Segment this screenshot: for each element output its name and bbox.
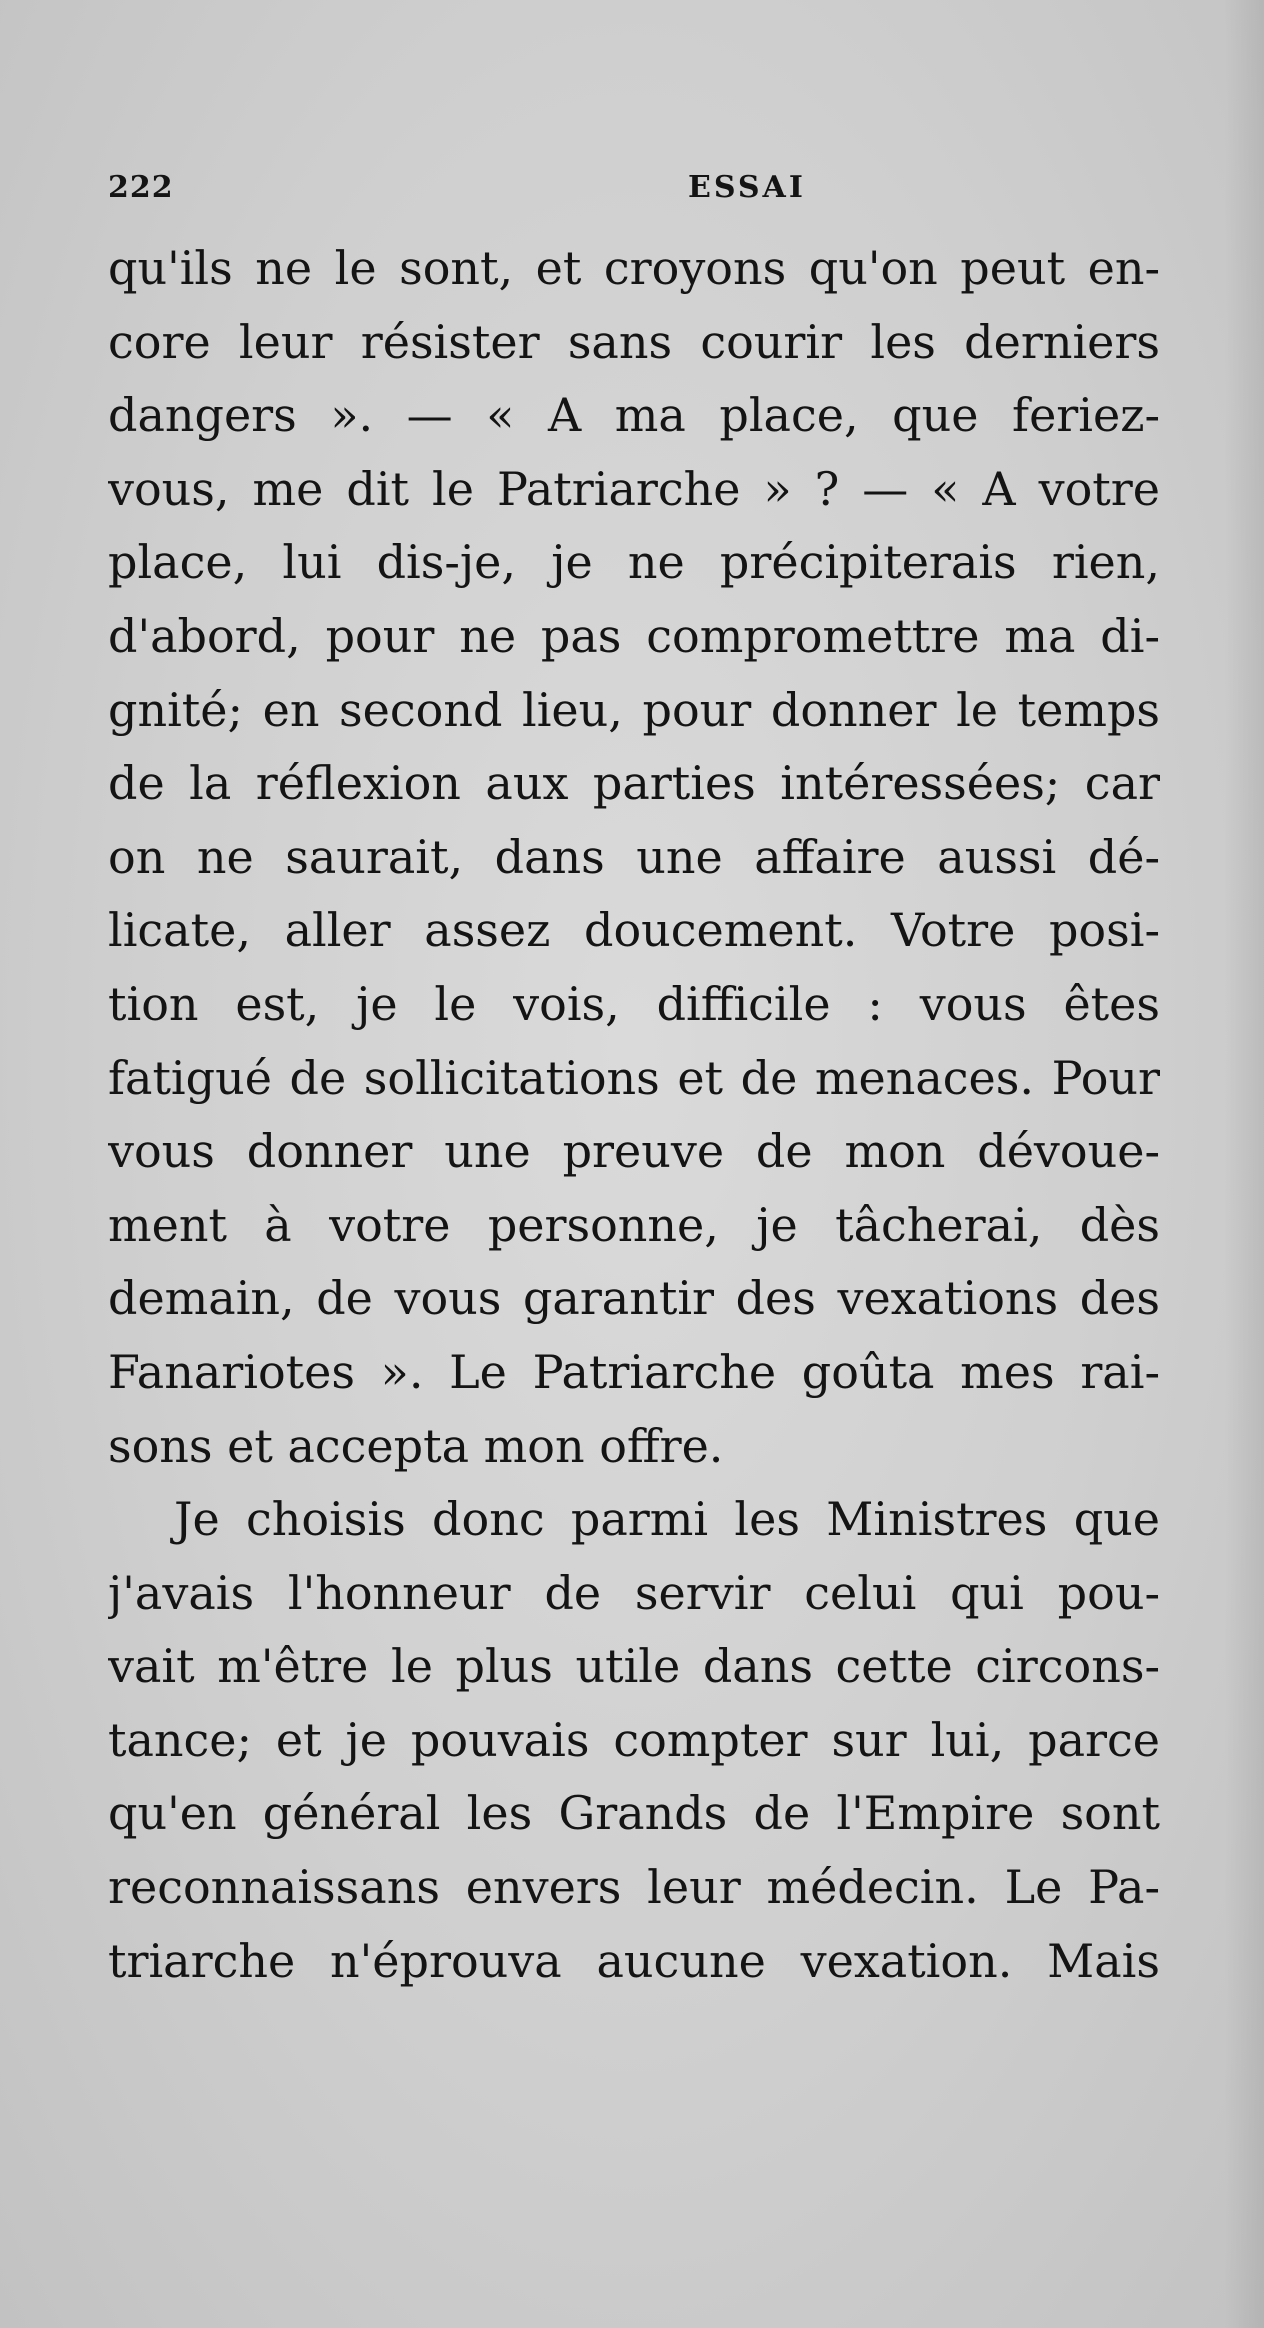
text-line: fatigué de sollicitations et de menaces. Pour — [108, 1050, 1160, 1105]
text-line: d'abord, pour ne pas compromettre ma di- — [108, 608, 1160, 663]
text-line: gnité; en second lieu, pour donner le temps — [108, 682, 1160, 737]
running-head: ESSAI — [688, 170, 806, 205]
text-line: core leur résister sans courir les derniers — [108, 314, 1160, 369]
text-line: qu'ils ne le sont, et croyons qu'on peut en- — [108, 241, 1160, 295]
paragraph-1 — [108, 232, 1160, 1483]
text-line: vous donner une preuve de mon dévoue- — [108, 1124, 1160, 1179]
page-number: 222 — [108, 170, 174, 205]
text-line: tion est, je le vois, difficile : vous êtes — [108, 976, 1160, 1031]
text-line: Je choisis donc parmi les Ministres que — [174, 1492, 1160, 1547]
text-line: sons et accepta mon offre. — [108, 1418, 724, 1473]
text-line: j'avais l'honneur de servir celui qui pou- — [108, 1565, 1160, 1620]
body-text — [108, 232, 1160, 1998]
page-header — [108, 170, 1160, 210]
paragraph-2 — [108, 1483, 1160, 1998]
text-line: vous, me dit le Patriarche » ? — « A votre — [108, 461, 1160, 516]
text-line: de la réflexion aux parties intéressées; car — [108, 756, 1160, 811]
text-line: licate, aller assez doucement. Votre posi- — [108, 903, 1160, 958]
text-line: triarche n'éprouva aucune vexation. Mais — [108, 1933, 1160, 1988]
page-edge-shadow — [1224, 0, 1264, 2328]
text-line: Fanariotes ». Le Patriarche goûta mes rai- — [108, 1344, 1160, 1399]
text-line: dangers ». — « A ma place, que feriez- — [108, 388, 1160, 443]
text-line: ment à votre personne, je tâcherai, dès — [108, 1197, 1160, 1252]
text-line: tance; et je pouvais compter sur lui, parce — [108, 1712, 1160, 1767]
text-line: reconnaissans envers leur médecin. Le Pa- — [108, 1860, 1160, 1915]
text-line: qu'en général les Grands de l'Empire sont — [108, 1786, 1160, 1841]
text-line: on ne saurait, dans une affaire aussi dé- — [108, 829, 1160, 884]
text-line: demain, de vous garantir des vexations des — [108, 1271, 1160, 1326]
text-line: place, lui dis-je, je ne précipiterais rien, — [108, 535, 1160, 590]
text-line: vait m'être le plus utile dans cette circons- — [108, 1639, 1160, 1694]
